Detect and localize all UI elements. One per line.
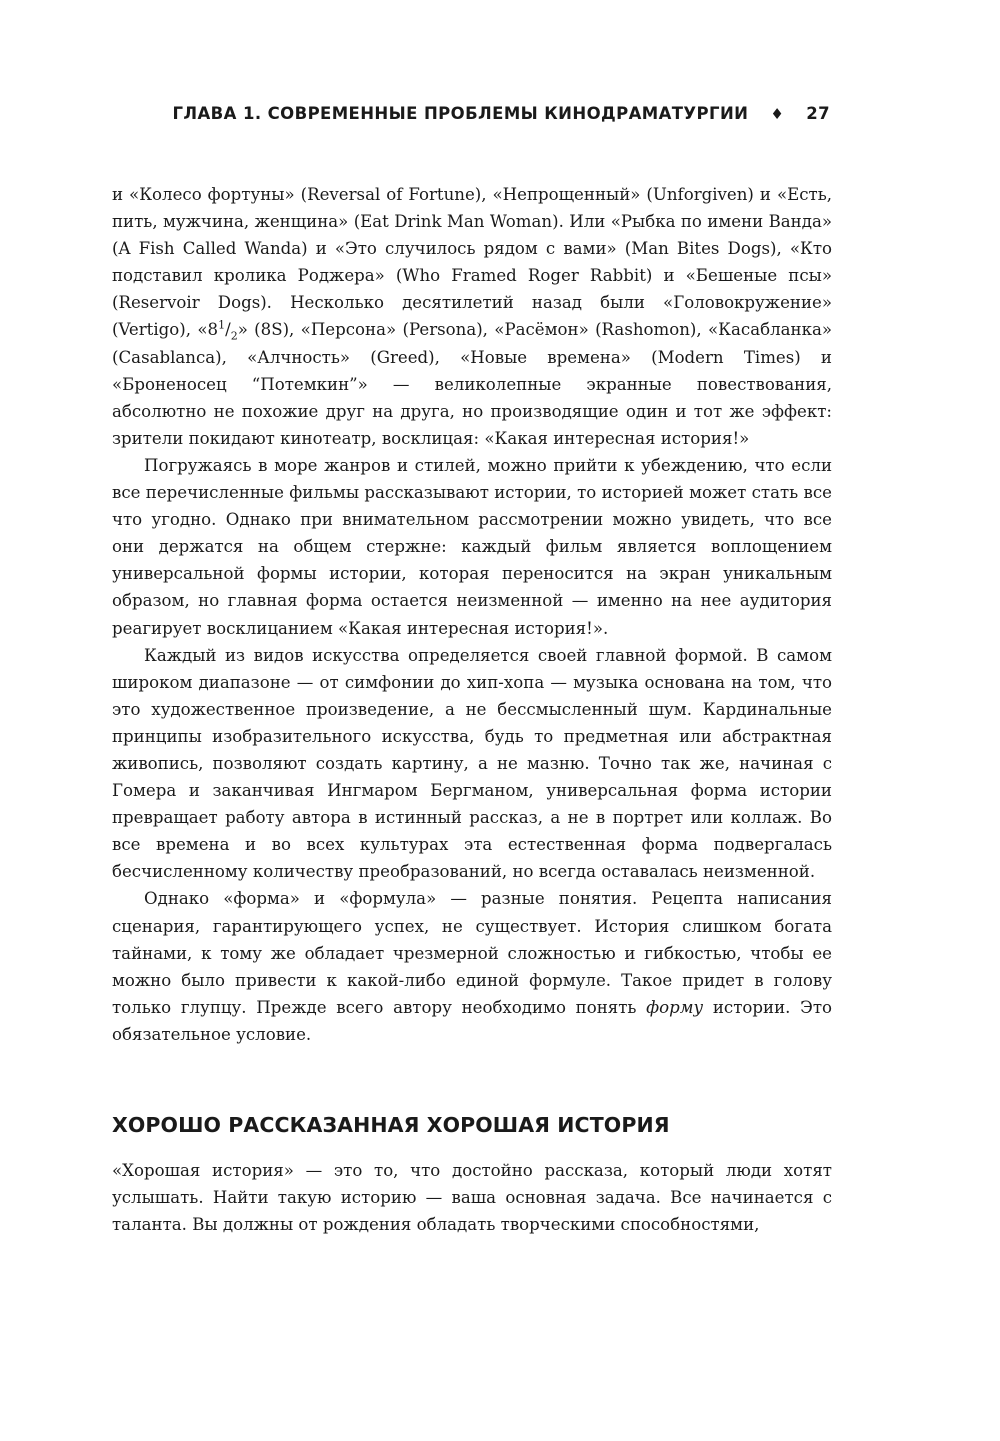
paragraph-3: Каждый из видов искусства определяется своей главной формой. В самом широком диапазоне — от симфонии до хип-хопа — музыка основана на том, что это художественное произведение, а не бессмысленный шум. Кардинальные принципы изобразительного искусства, будь то предметная или абстрактная живопись, позволяют создать картину, а не мазню. Точно так же, начиная с Гомера и заканчивая Ингмаром Бергманом, универсальная форма истории превращает работу автора в истинный рассказ, а не в портрет или коллаж. Во все времена и во всех культурах эта естественная форма подвергалась бесчисленному количеству преобразований, но всегда оставалась неизменной. — [112, 645, 832, 882]
fraction-numerator: 1 — [218, 318, 226, 332]
page-number: 27 — [806, 104, 830, 123]
section-body — [112, 1157, 832, 1238]
paragraph-4-part-b: истории. Это обязательное условие. — [112, 997, 832, 1044]
paragraph-2: Погружаясь в море жанров и стилей, можно прийти к убеждению, что если все перечисленные фильмы рассказывают истории, то историей может стать все что угодно. Однако при внимательном рассмотрении можно увидеть, что все они держатся на общем стержне: каждый фильм является воплощением универсальной формы истории, которая переносится на экран уникальным образом, но главная форма остается неизменной — именно на нее аудитория реагирует восклицанием «Какая интересная история!». — [112, 455, 832, 638]
paragraph-1-part-a: и «Колесо фортуны» (Reversal of Fortune), «Непрощенный» (Unforgiven) и «Есть, пить, мужчина, женщина» (Eat Drink Man Woman). Или «Рыбка по имени Ванда» (A Fish Called Wanda) и «Это случилось рядом с вами» (Man Bites Dogs), «Кто подставил кролика Роджера» (Who Framed Roger Rabbit) и «Бешеные псы» (Reservoir Dogs). Несколько десятилетий назад были «Головокружение» (Vertigo), «8 — [112, 185, 832, 340]
section-heading: ХОРОШО РАССКАЗАННАЯ ХОРОШАЯ ИСТОРИЯ — [112, 1113, 670, 1137]
paragraph-4-part-a: Однако «форма» и «формула» — разные понятия. Рецепта написания сценария, гарантирующего успех, не существует. История слишком богата тайнами, к тому же обладает чрезмерной сложностью и гибкостью, чтобы ее можно было привести к какой-либо единой формуле. Такое придет в голову только глупцу. Прежде всего автору необходимо понять — [112, 889, 832, 1017]
body-text — [112, 181, 832, 1048]
chapter-title: ГЛАВА 1. СОВРЕМЕННЫЕ ПРОБЛЕМЫ КИНОДРАМАТУРГИИ — [172, 104, 749, 123]
paragraph-5: «Хорошая история» — это то, что достойно рассказа, который люди хотят услышать. Найти такую историю — ваша основная задача. Все начинается с таланта. Вы должны от рождения обладать творческими способностями, — [112, 1161, 832, 1235]
paragraph-4 — [112, 885, 832, 1048]
diamond-separator-icon: ♦ — [770, 104, 785, 123]
fraction-denominator: 2 — [230, 329, 238, 343]
paragraph-1-part-b: » (8S), «Персона» (Persona), «Расёмон» (Rashomon), «Касабланка» (Casablanca), «Алчность» (Greed), «Новые времена» (Modern Times) и «Броненосец “Потемкин”» — великолепные экранные повествования, абсолютно не похожие друг на друга, но производящие один и тот же эффект: зрители покидают кинотеатр, восклицая: «Какая интересная история!» — [112, 320, 833, 448]
running-header — [172, 104, 830, 123]
fraction-slash: / — [225, 320, 231, 340]
paragraph-1 — [112, 181, 832, 452]
emphasis-form: форму — [646, 997, 704, 1017]
